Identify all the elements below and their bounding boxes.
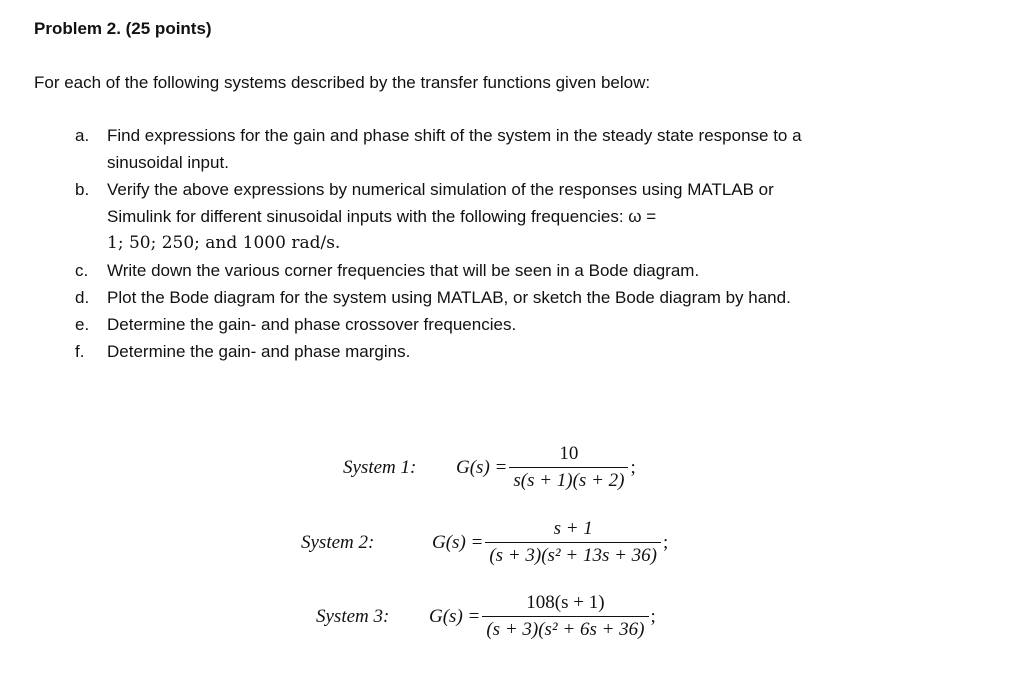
item-e-line-1: Determine the gain- and phase crossover frequencies.	[107, 315, 517, 334]
item-d-line-1: Plot the Bode diagram for the system using MATLAB, or sketch the Bode diagram by hand.	[107, 288, 791, 307]
numerator: 10	[559, 443, 579, 464]
problem-title: Problem 2. (25 points)	[34, 19, 212, 38]
fraction	[485, 518, 661, 567]
intro-text: For each of the following systems described by the transfer functions given below:	[34, 73, 651, 92]
item-c-line-1: Write down the various corner frequencies that will be seen in a Bode diagram.	[107, 261, 700, 280]
fraction	[482, 592, 648, 641]
item-label-e: e.	[75, 315, 90, 334]
item-b-line-2: Simulink for different sinusoidal inputs with the following frequencies: ω =	[107, 207, 657, 226]
denominator: (s + 3)(s² + 6s + 36)	[482, 616, 648, 641]
denominator: (s + 3)(s² + 13s + 36)	[485, 542, 661, 567]
item-label-c: c.	[75, 261, 89, 280]
item-b-line-3: 1; 50; 250; and 1000 rad/s.	[107, 233, 341, 253]
system-3-equation	[316, 592, 656, 641]
system-2-equation	[301, 518, 668, 567]
numerator: s + 1	[553, 518, 593, 539]
semicolon: ;	[630, 456, 636, 478]
item-f-line-1: Determine the gain- and phase margins.	[107, 342, 411, 361]
lhs: G(s) =	[456, 456, 508, 478]
semicolon: ;	[650, 605, 656, 627]
item-a-line-2: sinusoidal input.	[107, 153, 229, 172]
numerator: 108(s + 1)	[526, 592, 605, 613]
lhs: G(s) =	[432, 531, 484, 553]
system-label: System 2:	[301, 531, 375, 553]
lhs: G(s) =	[429, 605, 481, 627]
semicolon: ;	[663, 531, 669, 553]
denominator: s(s + 1)(s + 2)	[509, 467, 628, 492]
system-1-equation	[343, 443, 636, 492]
item-label-f: f.	[75, 342, 85, 361]
item-a-line-1: Find expressions for the gain and phase shift of the system in the steady state response to a	[107, 126, 802, 145]
item-label-a: a.	[75, 126, 90, 145]
item-label-b: b.	[75, 180, 90, 199]
item-label-d: d.	[75, 288, 90, 307]
system-label: System 3:	[316, 605, 390, 627]
system-label: System 1:	[343, 456, 417, 478]
item-b-line-1: Verify the above expressions by numerical simulation of the responses using MATLAB or	[107, 180, 774, 199]
fraction	[509, 443, 628, 492]
